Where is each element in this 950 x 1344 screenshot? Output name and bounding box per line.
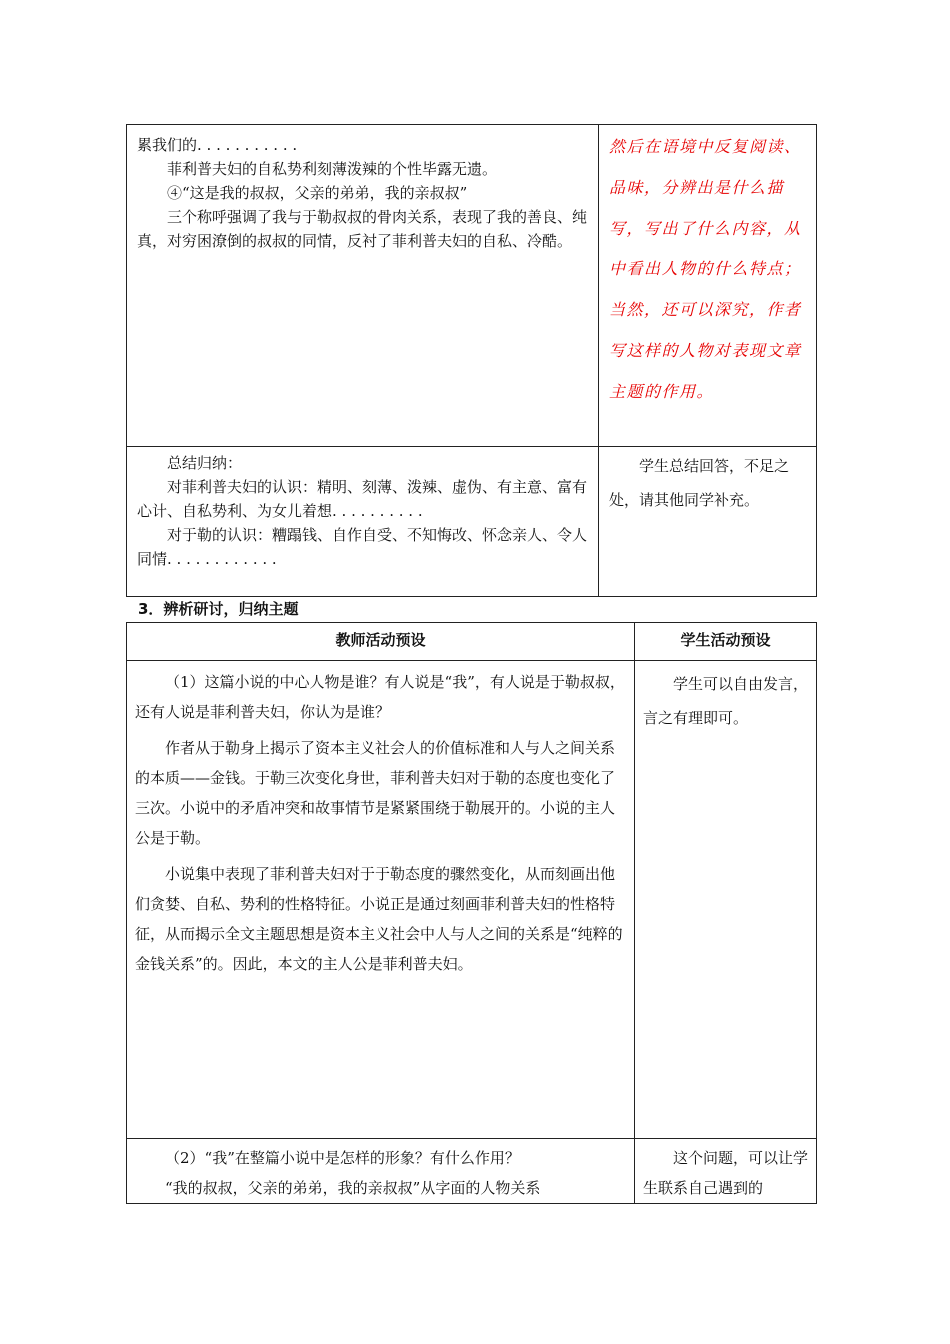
table1-row1-right-cell xyxy=(599,125,817,447)
activity-table xyxy=(126,622,817,1204)
paragraph: 对菲利普夫妇的认识：精明、刻薄、泼辣、虚伪、有主意、富有心计、自私势利、为女儿着想. . . . . . . . . . xyxy=(137,478,588,520)
table1-row2-left-cell xyxy=(127,447,599,597)
paragraph: “我的叔叔，父亲的弟弟，我的亲叔叔”从字面的人物关系 xyxy=(165,1179,541,1197)
text-line: 菲利普夫妇的自私势利刻薄泼辣的个性毕露无遗。 xyxy=(167,160,498,178)
quote-line: ④“这是我的叔叔，父亲的弟弟，我的亲叔叔” xyxy=(167,184,468,202)
question-2: （2）“我”在整篇小说中是怎样的形象？有什么作用？ xyxy=(165,1149,520,1167)
paragraph: 作者从于勒身上揭示了资本主义社会人的价值标准和人与人之间关系的本质——金钱。于勒三次变化身世，菲利普夫妇对于勒的态度也变化了三次。小说中的矛盾冲突和故事情节是紧紧围绕于勒展开的。小说的主人公是于勒。 xyxy=(135,739,616,847)
summary-heading: 总结归纳： xyxy=(167,454,243,472)
student-activity-text: 这个问题，可以让学生联系自己遇到的 xyxy=(643,1149,809,1197)
student-activity-text: 学生总结回答，不足之处，请其他同学补充。 xyxy=(609,457,790,509)
analysis-table xyxy=(126,124,817,597)
student-column-header: 学生活动预设 xyxy=(635,623,817,661)
student-activity-text: 学生可以自由发言，言之有理即可。 xyxy=(643,675,809,727)
table1-row2-right-cell xyxy=(599,447,817,597)
table2-row1-left-cell xyxy=(127,661,635,1139)
table2-row2-right-cell xyxy=(635,1139,817,1204)
section-heading: 3．辨析研讨，归纳主题 xyxy=(138,600,299,618)
table1-row1-left-cell xyxy=(127,125,599,447)
paragraph: 三个称呼强调了我与于勒叔叔的骨肉关系，表现了我的善良、纯真，对穷困潦倒的叔叔的同情，反衬了菲利普夫妇的自私、冷酷。 xyxy=(137,208,588,250)
table2-row1-right-cell xyxy=(635,661,817,1139)
question-1: （1）这篇小说的中心人物是谁？有人说是“我”，有人说是于勒叔叔，还有人说是菲利普夫妇，你认为是谁？ xyxy=(135,673,625,721)
text-line: 累我们的. . . . . . . . . . . xyxy=(137,136,298,154)
teacher-column-header: 教师活动预设 xyxy=(127,623,635,661)
paragraph: 对于勒的认识：糟蹋钱、自作自受、不知悔改、怀念亲人、令人同情. . . . . . . . . . . . xyxy=(137,526,588,568)
paragraph: 小说集中表现了菲利普夫妇对于于勒态度的骤然变化，从而刻画出他们贪婪、自私、势利的性格特征。小说正是通过刻画菲利普夫妇的性格特征，从而揭示全文主题思想是资本主义社会中人与人之间的关系是“纯粹的金钱关系”的。因此，本文的主人公是菲利普夫妇。 xyxy=(135,865,623,973)
red-guidance-note: 然后在语境中反复阅读、品味，分辨出是什么描写，写出了什么内容，从中看出人物的什么特点；当然，还可以深究，作者写这样的人物对表现文章主题的作用。 xyxy=(609,137,802,401)
table2-row2-left-cell xyxy=(127,1139,635,1204)
